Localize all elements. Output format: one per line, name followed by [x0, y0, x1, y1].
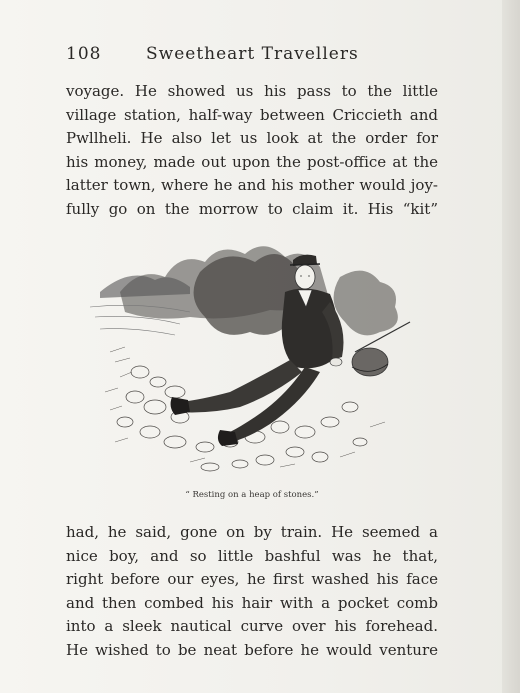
running-title: Sweetheart Travellers	[146, 44, 359, 64]
page-edge	[502, 0, 520, 693]
text-line: He wished to be neat before he would venture	[66, 640, 438, 659]
text-line: village station, half-way between Criccieth and	[66, 105, 438, 124]
text-line: nice boy, and so little bashful was he that,	[66, 546, 438, 565]
page-header	[66, 44, 446, 72]
text-line: Pwllheli. He also let us look at the order for	[66, 129, 438, 148]
text-line: fully go on the morrow to claim it. His “kit”	[66, 199, 438, 218]
stone-heap	[117, 366, 367, 471]
text-line: latter town, where he and his mother would joy-	[66, 176, 438, 195]
text-line: voyage. He showed us his pass to the little	[66, 82, 438, 100]
body-text-bottom	[66, 521, 438, 663]
text-line: his money, made out upon the post-office at the	[66, 152, 438, 171]
illustration-caption: “ Resting on a heap of stones.”	[185, 490, 319, 500]
body-text-top	[66, 80, 438, 222]
page-number: 108	[66, 44, 102, 64]
engraving-illustration	[80, 232, 425, 482]
text-line: had, he said, gone on by train. He seemed a	[66, 523, 438, 541]
text-line: right before our eyes, he first washed his face	[66, 570, 438, 589]
text-line: into a sleek nautical curve over his forehead.	[66, 617, 438, 636]
text-line: and then combed his hair with a pocket comb	[66, 593, 438, 612]
